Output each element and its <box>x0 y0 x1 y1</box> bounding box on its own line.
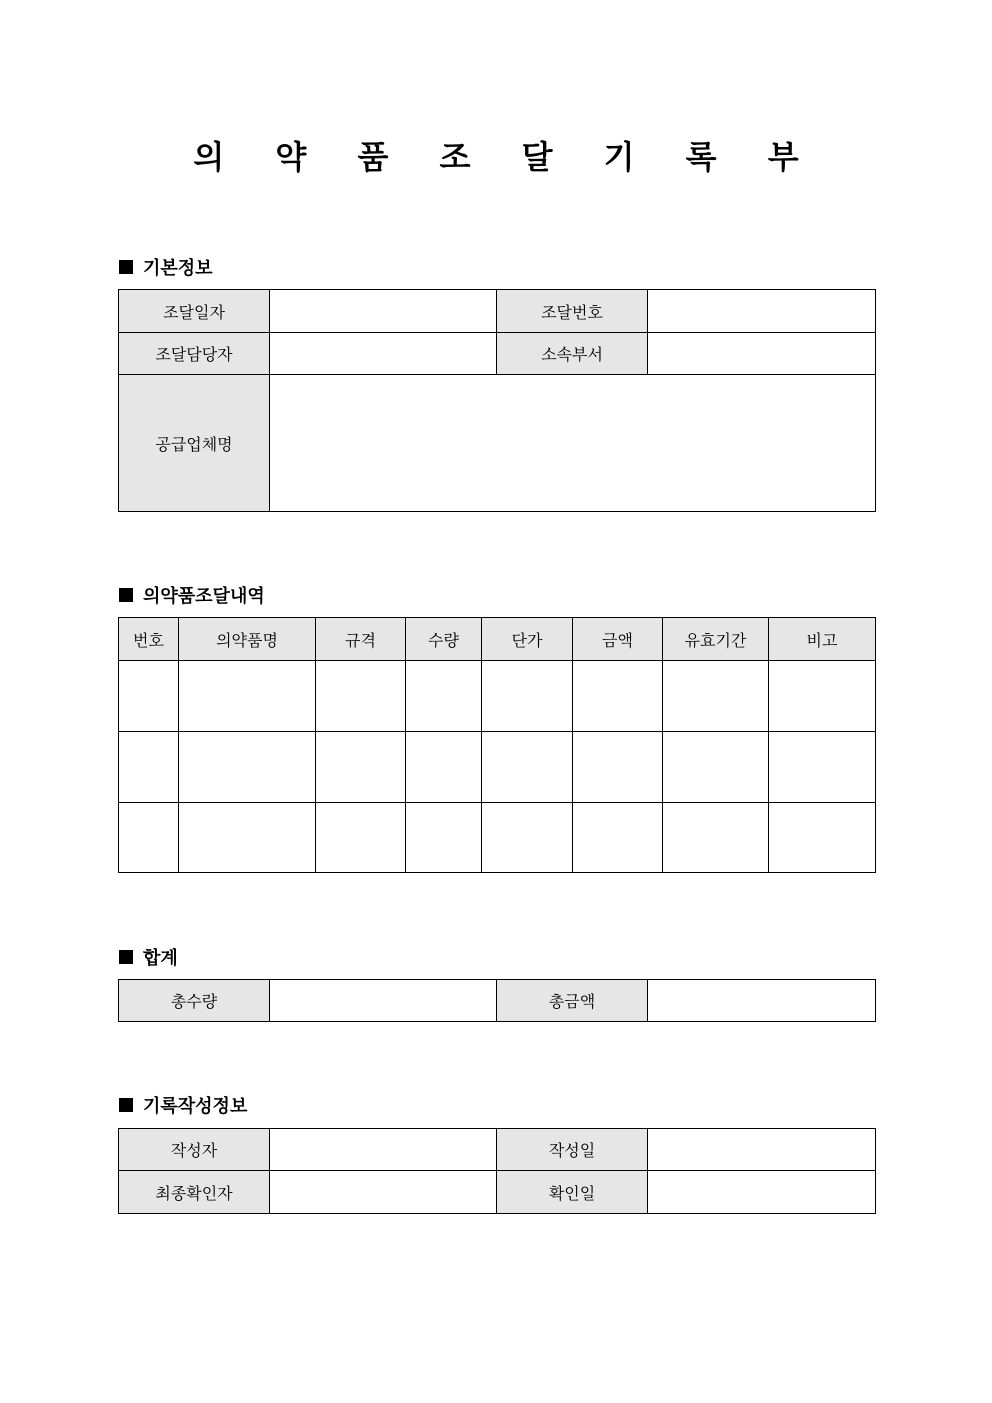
cell-remarks[interactable] <box>769 803 876 873</box>
label-total-quantity: 총수량 <box>119 980 270 1022</box>
col-header-remarks: 비고 <box>769 618 876 661</box>
square-bullet-icon <box>119 260 133 274</box>
department-field[interactable] <box>648 333 876 375</box>
total-quantity-field[interactable] <box>270 980 497 1022</box>
cell-spec[interactable] <box>316 803 406 873</box>
cell-amount[interactable] <box>573 661 663 732</box>
cell-quantity[interactable] <box>406 803 482 873</box>
cell-number[interactable] <box>119 732 179 803</box>
label-procurement-date: 조달일자 <box>119 290 270 333</box>
square-bullet-icon <box>119 950 133 964</box>
table-row <box>119 333 876 375</box>
cell-expiry[interactable] <box>663 803 769 873</box>
label-total-amount: 총금액 <box>497 980 648 1022</box>
label-supplier-name: 공급업체명 <box>119 375 270 512</box>
cell-expiry[interactable] <box>663 732 769 803</box>
section-title: 기본정보 <box>143 258 213 279</box>
section-title: 기록작성정보 <box>143 1096 248 1117</box>
procurement-details-table <box>118 617 876 873</box>
procurement-number-field[interactable] <box>648 290 876 333</box>
cell-drug-name[interactable] <box>179 803 316 873</box>
col-header-quantity: 수량 <box>406 618 482 661</box>
written-date-field[interactable] <box>648 1129 876 1171</box>
cell-drug-name[interactable] <box>179 732 316 803</box>
document-title: 의 약 품 조 달 기 록 부 <box>193 138 819 176</box>
record-info-table <box>118 1128 876 1214</box>
section-title: 의약품조달내역 <box>143 586 265 607</box>
cell-expiry[interactable] <box>663 661 769 732</box>
confirm-date-field[interactable] <box>648 1171 876 1214</box>
square-bullet-icon <box>119 1098 133 1112</box>
col-header-amount: 금액 <box>573 618 663 661</box>
col-header-unit-price: 단가 <box>482 618 573 661</box>
label-author: 작성자 <box>119 1129 270 1171</box>
cell-quantity[interactable] <box>406 661 482 732</box>
procurement-manager-field[interactable] <box>270 333 497 375</box>
col-header-spec: 규격 <box>316 618 406 661</box>
table-row <box>119 290 876 333</box>
table-header-row <box>119 618 876 661</box>
cell-number[interactable] <box>119 661 179 732</box>
cell-spec[interactable] <box>316 732 406 803</box>
supplier-name-field[interactable] <box>270 375 876 512</box>
section-heading-total <box>119 944 178 970</box>
label-procurement-manager: 조달담당자 <box>119 333 270 375</box>
cell-remarks[interactable] <box>769 732 876 803</box>
label-written-date: 작성일 <box>497 1129 648 1171</box>
cell-amount[interactable] <box>573 803 663 873</box>
table-row <box>119 375 876 512</box>
section-heading-record <box>119 1092 247 1118</box>
cell-quantity[interactable] <box>406 732 482 803</box>
table-row <box>119 661 876 732</box>
author-field[interactable] <box>270 1129 497 1171</box>
section-heading-details <box>119 582 265 608</box>
label-department: 소속부서 <box>497 333 648 375</box>
label-procurement-number: 조달번호 <box>497 290 648 333</box>
procurement-date-field[interactable] <box>270 290 497 333</box>
col-header-drug-name: 의약품명 <box>179 618 316 661</box>
table-row <box>119 803 876 873</box>
basic-info-table <box>118 289 876 512</box>
cell-drug-name[interactable] <box>179 661 316 732</box>
total-table <box>118 979 876 1022</box>
cell-remarks[interactable] <box>769 661 876 732</box>
table-row <box>119 732 876 803</box>
square-bullet-icon <box>119 588 133 602</box>
table-row <box>119 1171 876 1214</box>
final-confirmer-field[interactable] <box>270 1171 497 1214</box>
label-confirm-date: 확인일 <box>497 1171 648 1214</box>
table-row <box>119 1129 876 1171</box>
section-heading-basic <box>119 254 213 280</box>
col-header-number: 번호 <box>119 618 179 661</box>
table-row <box>119 980 876 1022</box>
cell-spec[interactable] <box>316 661 406 732</box>
cell-amount[interactable] <box>573 732 663 803</box>
cell-number[interactable] <box>119 803 179 873</box>
col-header-expiry: 유효기간 <box>663 618 769 661</box>
cell-unit-price[interactable] <box>482 803 573 873</box>
label-final-confirmer: 최종확인자 <box>119 1171 270 1214</box>
cell-unit-price[interactable] <box>482 661 573 732</box>
total-amount-field[interactable] <box>648 980 876 1022</box>
section-title: 합계 <box>143 948 178 969</box>
cell-unit-price[interactable] <box>482 732 573 803</box>
